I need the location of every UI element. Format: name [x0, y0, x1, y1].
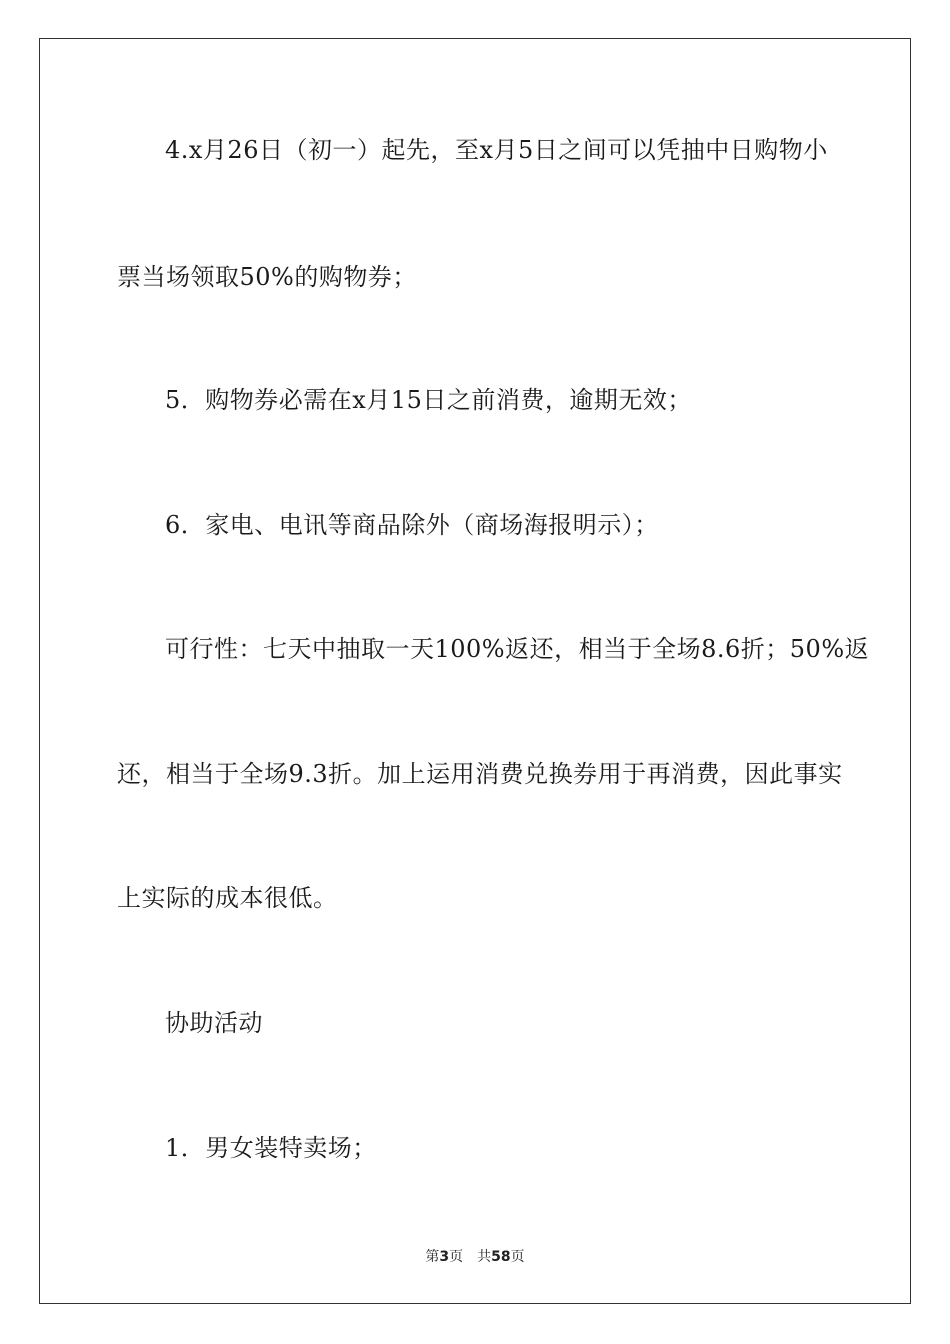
text-line-3: 5．购物券必需在x月15日之前消费，逾期无效；: [165, 386, 692, 414]
footer-page-total: 58: [491, 1249, 511, 1265]
footer-page-prefix: 第: [425, 1249, 440, 1265]
footer-total-prefix: 共: [477, 1249, 492, 1265]
text-line-6: 还，相当于全场9.3折。加上运用消费兑换券用于再消费，因此事实: [117, 760, 843, 788]
section-heading: 协助活动: [165, 1009, 263, 1037]
text-line-9: 1．男女装特卖场；: [165, 1134, 377, 1162]
text-line-2: 票当场领取50%的购物券；: [117, 263, 417, 291]
page-footer: [0, 1248, 950, 1266]
footer-page-suffix: 页: [449, 1249, 464, 1265]
text-line-5: 可行性：七天中抽取一天100%返还，相当于全场8.6折；50%返: [165, 635, 870, 663]
text-line-7: 上实际的成本很低。: [117, 884, 338, 912]
footer-total-suffix: 页: [510, 1249, 525, 1265]
page-border: [39, 38, 911, 1304]
footer-page-current: 3: [439, 1249, 450, 1265]
text-line-4: 6．家电、电讯等商品除外（商场海报明示）；: [165, 511, 659, 539]
text-line-1: 4.x月26日（初一）起先，至x月5日之间可以凭抽中日购物小: [165, 136, 828, 164]
